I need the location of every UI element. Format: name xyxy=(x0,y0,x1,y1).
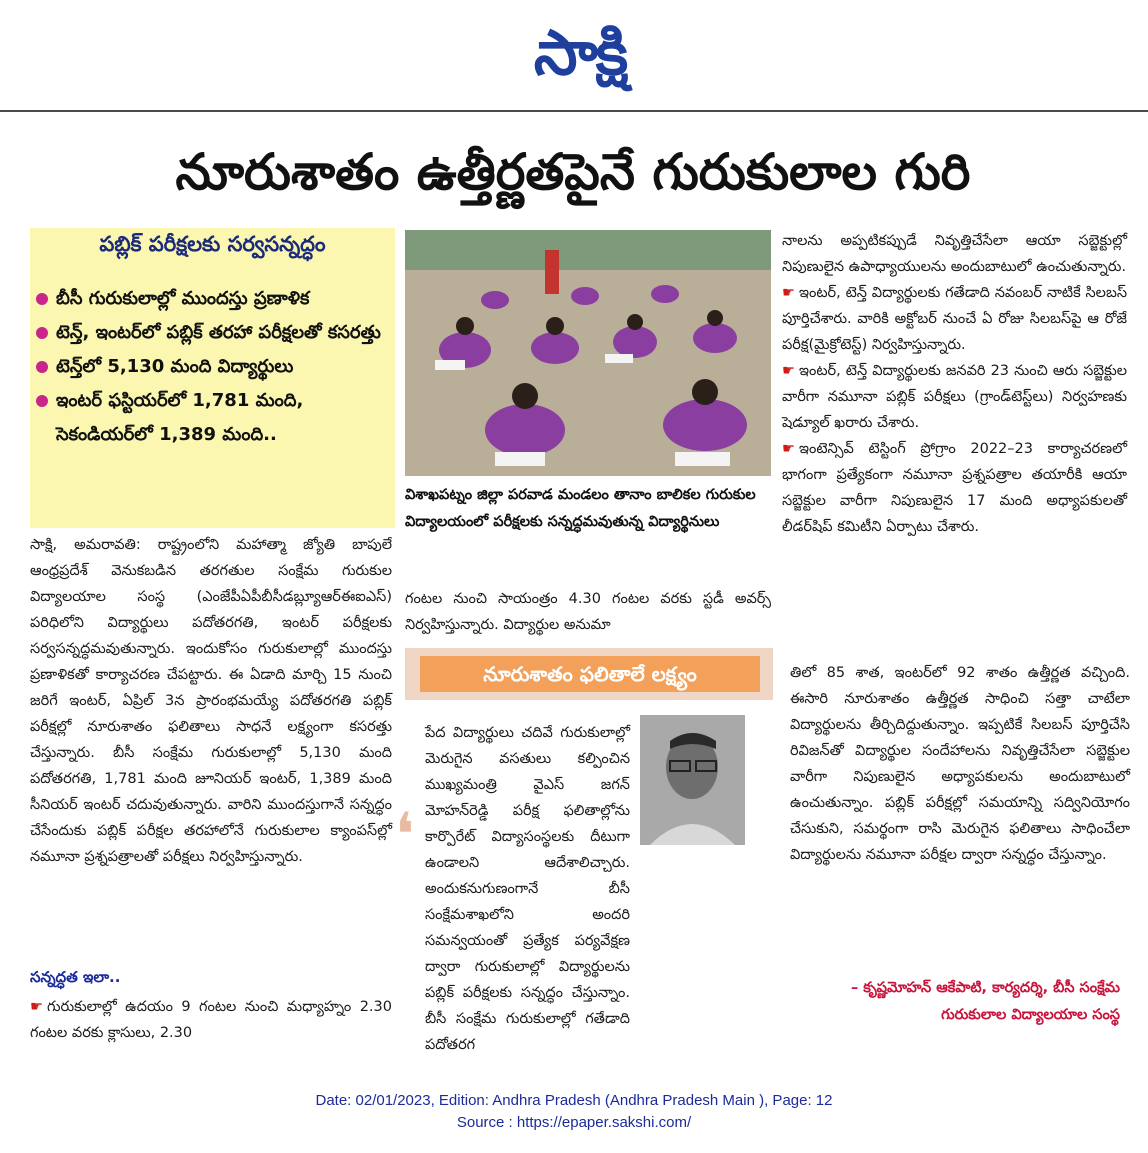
headline: నూరుశాతం ఉత్తీర్ణతపైనే గురుకులాల గురి xyxy=(175,143,971,201)
highlight-item: టెన్త్, ఇంటర్‌లో పబ్లిక్ తరహా పరీక్షలతో కసరత్తు xyxy=(34,316,389,350)
bullet-dot-icon xyxy=(36,395,48,407)
highlight-item: బీసీ గురుకులాల్లో ముందస్తు ప్రణాళిక xyxy=(34,282,389,316)
masthead-rule xyxy=(0,110,1148,112)
column-3-body xyxy=(782,228,1127,540)
pointing-hand-icon: ☛ xyxy=(782,441,795,457)
pointing-hand-icon: ☛ xyxy=(782,285,795,301)
column-2-text: గంటల నుంచి సాయంత్రం 4.30 గంటల వరకు స్టడీ అవర్స్ నిర్వహిస్తున్నారు. విద్యార్థుల అనుమా xyxy=(405,591,771,633)
column-1-body xyxy=(30,532,392,870)
footer-source: Source : https://epaper.sakshi.com/ xyxy=(456,1114,692,1131)
official-portrait xyxy=(640,715,745,845)
column-3-bullet: ☛ ఇంటెన్సివ్ టెస్టింగ్ ప్రోగ్రాం 2022–23 కార్యాచరణలో భాగంగా ప్రత్యేకంగా నమూనా ప్రశ్నపత్రాల తయారీకి ఆయా సబ్జెక్టుల వారీగా నిపుణులైన 17 మంది అధ్యాపకులతో లీడర్‌షిప్ కమిటీని ఏర్పాటు చేశారు. xyxy=(782,441,1127,535)
bullet-dot-icon xyxy=(36,327,48,339)
official-photo-image xyxy=(640,715,745,845)
highlight-item: టెన్త్‌లో 5,130 మంది విద్యార్థులు xyxy=(34,350,389,384)
subheading-preparation: సన్నద్ధత ఇలా.. xyxy=(30,968,121,986)
objective-text-left-top: పేద విద్యార్థులు చదివే గురుకులాల్లో మెరుగైన వసతులు కల్పించిన ముఖ్యమంత్రి వైఎస్ జగన్ మోహన్‌రెడ్డి పరీక్ష ఫలితాల్లోను కార్పొరేట్ విద్యాసంస్థలకు దీటుగా ఉండాలని ఆదేశాలిచ్చారు. అందుకనుగుణంగానే బీసీ సంక్షేమశాఖలోని అందరి సమన్వయంతో ప్రత్యేక పర్యవేక్షణ ద్వారా గురుకులాల్లో విద్యార్థులను పబ్లిక్ పరీక్షలకు సన్నద్ధం చేస్తున్నాం. బీసీ సంక్షేమ గురుకులాల్లో గతేడాది పదోతరగ xyxy=(425,725,630,1053)
column-3-bullet: ☛ ఇంటర్, టెన్త్ విద్యార్థులకు గతేడాది నవంబర్ నాటికే సిలబస్ పూర్తిచేశారు. వారికి అక్టోబర్ నుంచే ఏ రోజు సిలబస్‌పై ఆ రోజే పరీక్ష(మైక్రోటెస్ట్) నిర్వహిస్తున్నారు. xyxy=(782,285,1127,353)
objective-title: నూరుశాతం ఫలితాలే లక్ష్యం xyxy=(420,656,760,692)
pointing-hand-icon: ☛ xyxy=(782,363,795,379)
highlights-list xyxy=(34,282,389,452)
photo-caption: విశాఖపట్నం జిల్లా పరవాడ మండలం తానాం బాలికల గురుకుల విద్యాలయంలో పరీక్షలకు సన్నద్ధమవుతున్న విద్యార్థినులు xyxy=(405,487,756,530)
objective-text-right: తిలో 85 శాత, ఇంటర్‌లో 92 శాతం ఉత్తీర్ణత వచ్చింది. ఈసారి నూరుశాతం ఉత్తీర్ణత సాధించి సత్తా చాటేలా విద్యార్థులను తీర్చిదిద్దుతున్నాం. ఇప్పటికే సిలబస్ పూర్తిచేసి రివిజన్‌తో విద్యార్థుల సందేహాలను నివృత్తిచేసేలా సబ్జెక్టుల వారీగా నిపుణులైన అధ్యాపకులను అందుబాటులో ఉంచుతున్నాం. పబ్లిక్ పరీక్షల్లో సమయాన్ని సద్వినియోగం చేసుకుని, సమర్థంగా రాసి మెరుగైన ఫలితాలు సాధించేలా విద్యార్థులను నమూనా పరీక్షల ద్వారా సన్నద్ధం చేస్తున్నాం. xyxy=(790,665,1130,863)
news-photo xyxy=(405,230,771,476)
column-1-bullet: ☛ గురుకులాల్లో ఉదయం 9 గంటల నుంచి మధ్యాహ్నం 2.30 గంటల వరకు క్లాసులు, 2.30 xyxy=(30,999,392,1041)
bullet-dot-icon xyxy=(36,293,48,305)
column-1-paragraph: సాక్షి, అమరావతి: రాష్ట్రంలోని మహాత్మా జ్యోతి బాపులే ఆంధ్రప్రదేశ్ వెనుకబడిన తరగతుల సంక్షేమ గురుకుల విద్యాలయాల సంస్థ (ఎంజేపీఏపీబీసీడబ్ల్యూఆర్ఈఐఎస్) పరిధిలోని విద్యార్థులు పదోతరగతి, ఇంటర్ పరీక్షలకు సర్వసన్నద్ధమవుతున్నారు. ఇందుకోసం గురుకులాల్లో ముందస్తు ప్రణాళికతో కార్యాచరణ చేపట్టారు. ఈ ఏడాది మార్చి 15 నుంచి జరిగే ఇంటర్, ఏప్రిల్ 3న ప్రారంభమయ్యే పదోతరగతి పబ్లిక్ పరీక్షల్లో నూరుశాతం ఫలితాలు సాధనే లక్ష్యంగా కసరత్తు చేస్తున్నారు. బీసీ సంక్షేమ గురుకులాల్లో 5,130 మంది పదోతరగతి, 1,781 మంది జూనియర్ ఇంటర్, 1,389 మంది సీనియర్ ఇంటర్ చదువుతున్నారు. వారిని ముందస్తుగానే సన్నద్ధం చేసేందుకు పబ్లిక్ పరీక్షల తరహాలోనే గురుకులాల క్యాంపస్‌ల్లో నమూనా ప్రశ్నపత్రాలతో పరీక్షలు నిర్వహిస్తున్నారు. xyxy=(30,537,392,865)
column-3-paragraph: నాలను అప్పటికప్పుడే నివృత్తిచేసేలా ఆయా సబ్జెక్టుల్లో నిపుణులైన ఉపాధ్యాయులను అందుబాటులో ఉంచుతున్నారు. xyxy=(782,233,1127,275)
highlight-item: ఇంటర్ ఫస్టియర్‌లో 1,781 మంది, సెకండియర్‌లో 1,389 మంది.. xyxy=(34,384,389,452)
students-writing-exam-image xyxy=(405,230,771,476)
column-3-bullet: ☛ ఇంటర్, టెన్త్ విద్యార్థులకు జనవరి 23 నుంచి ఆరు సబ్జెక్టుల వారీగా నమూనా పబ్లిక్ పరీక్షలు (గ్రాండ్‌టెస్ట్‌లు) నిర్వహణకు షెడ్యూల్ ఖరారు చేశారు. xyxy=(782,363,1127,431)
footer xyxy=(0,1090,1148,1134)
footer-date-edition: Date: 02/01/2023, Edition: Andhra Pradesh (Andhra Pradesh Main ), Page: 12 xyxy=(315,1092,833,1109)
bullet-dot-icon xyxy=(36,361,48,373)
quote-mark-icon: ❛ xyxy=(395,800,415,870)
pointing-hand-icon: ☛ xyxy=(30,999,43,1015)
highlights-title: పబ్లిక్ పరీక్షలకు సర్వసన్నద్ధం xyxy=(99,232,326,256)
signature-line: – కృష్ణమోహన్ ఆకేపాటి, కార్యదర్శి, బీసీ సంక్షేమ గురుకులాల విద్యాలయాల సంస్థ xyxy=(851,980,1120,1023)
masthead-logo: సాక్షి xyxy=(533,16,627,89)
